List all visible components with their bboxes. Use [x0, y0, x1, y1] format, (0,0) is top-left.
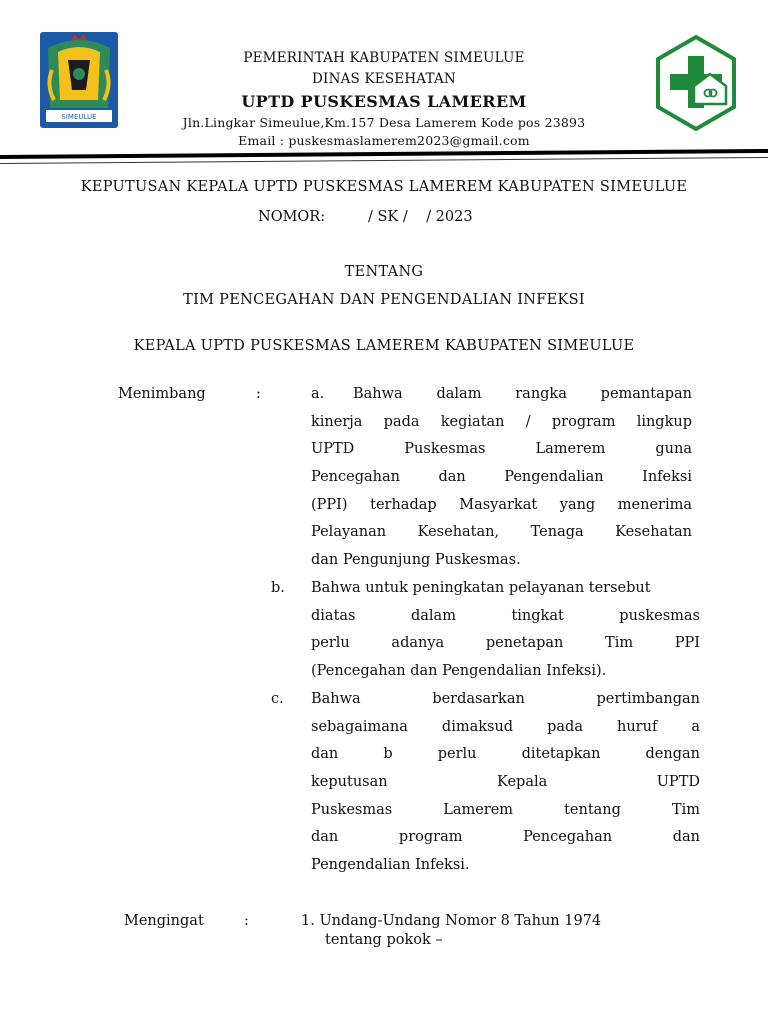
email-line: Email : puskesmaslamerem2023@gmail.com	[238, 133, 530, 148]
recalling-item-1-cont: tentang pokok –	[325, 932, 443, 948]
considering-item-a-line: Pencegahan dan Pengendalian Infeksi	[311, 469, 692, 486]
considering-item-c-marker: c.	[271, 691, 284, 707]
simeulue-emblem-icon	[38, 30, 120, 130]
considering-item-b-marker: b.	[271, 580, 285, 596]
considering-item-a-marker: a.	[311, 386, 325, 402]
number-label: NOMOR:	[258, 209, 326, 225]
considering-item-a-line: UPTD Puskesmas Lamerem guna	[311, 441, 692, 458]
issuing-official: KEPALA UPTD PUSKESMAS LAMEREM KABUPATEN SIMEULUE	[133, 338, 635, 354]
considering-item-c-line: dan program Pencegahan dan	[311, 829, 700, 846]
agency-name: DINAS KESEHATAN	[312, 71, 456, 87]
considering-item-b-line: Bahwa untuk peningkatan pelayanan tersebut	[311, 580, 651, 596]
letterhead	[0, 0, 768, 170]
considering-item-b	[311, 575, 700, 686]
government-name: PEMERINTAH KABUPATEN SIMEULUE	[243, 50, 525, 66]
considering-item-b-line: perlu adanya penetapan Tim PPI	[311, 635, 700, 652]
considering-item-c-line: Puskesmas Lamerem tentang Tim	[311, 801, 700, 818]
considering-item-a-line: (PPI) terhadap Masyarkat yang menerima	[311, 496, 692, 513]
recalling-colon: :	[244, 913, 249, 929]
considering-item-a-line: dan Pengunjung Puskesmas.	[311, 552, 521, 569]
considering-item-a-line: Pelayanan Kesehatan, Tenaga Kesehatan	[311, 524, 692, 541]
decree-subject: TIM PENCEGAHAN DAN PENGENDALIAN INFEKSI	[183, 292, 585, 308]
recalling-label: Mengingat	[124, 913, 204, 929]
address-line: Jln.Lingkar Simeulue,Km.157 Desa Lamerem Kode pos 23893	[182, 115, 586, 130]
considering-item-a	[311, 381, 692, 575]
considering-colon: :	[256, 386, 261, 402]
considering-label: Menimbang	[118, 386, 206, 402]
recalling-item-1: 1. Undang-Undang Nomor 8 Tahun 1974	[301, 913, 602, 929]
decree-title: KEPUTUSAN KEPALA UPTD PUSKESMAS LAMEREM KABUPATEN SIMEULUE	[80, 179, 688, 195]
considering-item-c-line: sebagaimana dimaksud pada huruf a	[311, 718, 700, 735]
number-value: / SK / / 2023	[368, 209, 473, 225]
considering-item-b-line: diatas dalam tingkat puskesmas	[311, 607, 700, 624]
considering-item-c-line: Bahwa berdasarkan pertimbangan	[311, 691, 700, 707]
puskesmas-logo-icon	[654, 34, 738, 132]
considering-item-b-line: (Pencegahan dan Pengendalian Infeksi).	[311, 663, 607, 680]
considering-item-c	[311, 686, 700, 880]
considering-item-a-line: Bahwa dalam rangka pemantapan	[353, 386, 692, 402]
emblem-label: SIMEULUE	[61, 113, 97, 121]
considering-item-c-line: Pengendalian Infeksi.	[311, 857, 470, 874]
considering-item-c-line: keputusan Kepala UPTD	[311, 774, 700, 791]
considering-item-a-line: kinerja pada kegiatan / program lingkup	[311, 413, 692, 430]
institution-name: UPTD PUSKESMAS LAMEREM	[241, 92, 527, 111]
considering-item-c-line: dan b perlu ditetapkan dengan	[311, 746, 700, 763]
about-heading: TENTANG	[344, 264, 424, 280]
